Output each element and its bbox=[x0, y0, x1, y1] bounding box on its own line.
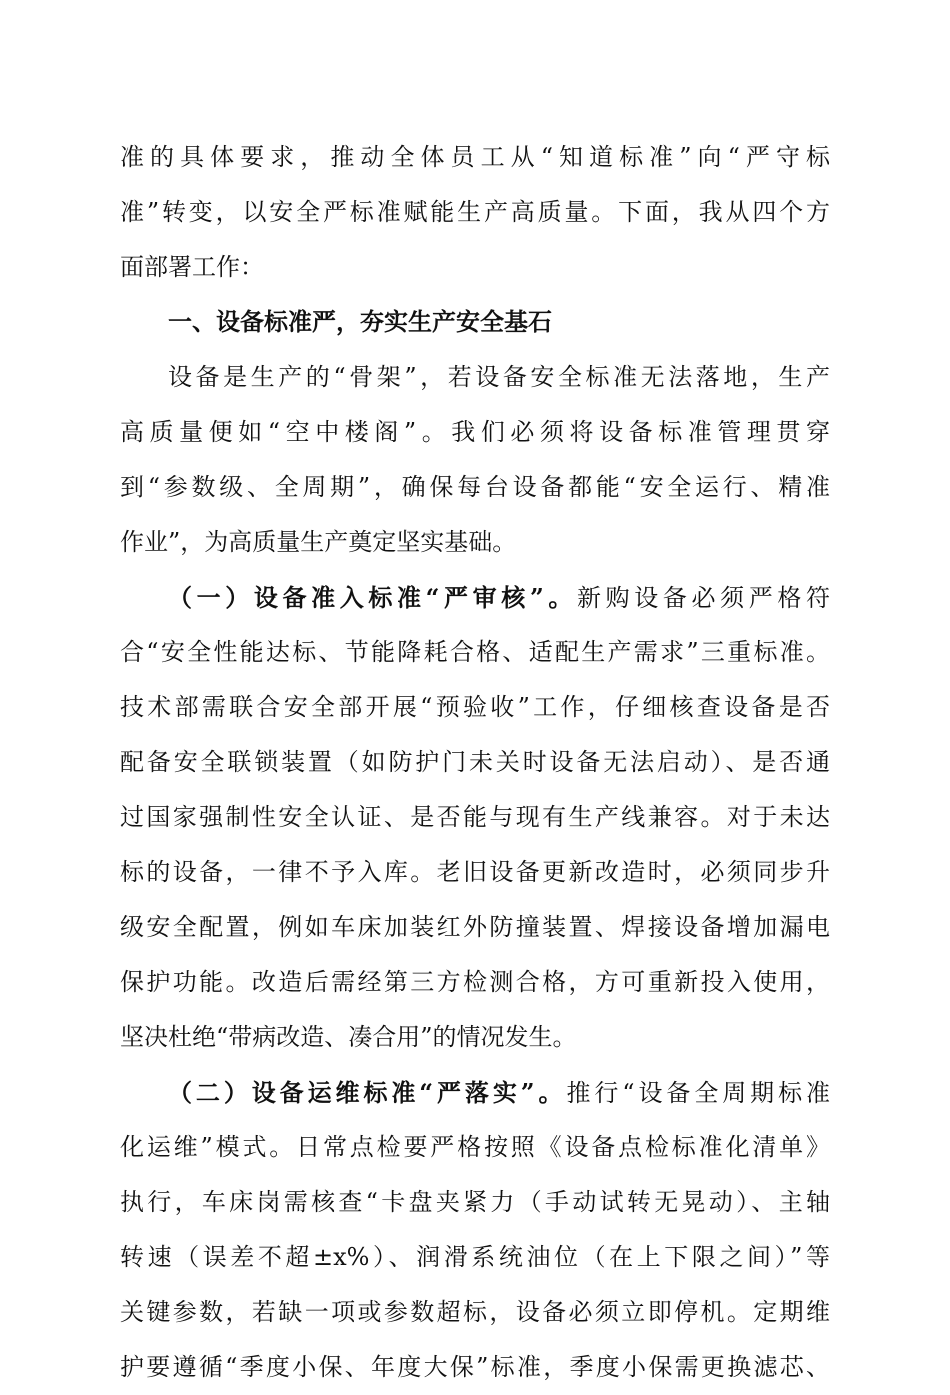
subsection-heading: （一）设备准入标准“严审核”。 bbox=[168, 583, 577, 612]
subsection-line bbox=[120, 570, 830, 625]
paragraph-line: 作业”，为高质量生产奠定坚实基础。 bbox=[120, 528, 517, 556]
paragraph-line: 执行，车床岗需核查“卡盘夹紧力（手动试转无晃动）、主轴 bbox=[120, 1188, 830, 1216]
paragraph-line: 级安全配置，例如车床加装红外防撞装置、焊接设备增加漏电 bbox=[120, 913, 830, 941]
body-text bbox=[120, 130, 830, 1395]
paragraph-line: 坚决杜绝“带病改造、凑合用”的情况发生。 bbox=[120, 1023, 577, 1051]
paragraph-line: 面部署工作： bbox=[120, 253, 264, 281]
paragraph-line: 高质量便如“空中楼阁”。我们必须将设备标准管理贯穿 bbox=[120, 418, 830, 446]
paragraph-line: 到“参数级、全周期”，确保每台设备都能“安全运行、精准 bbox=[120, 473, 830, 501]
paragraph-line: 配备安全联锁装置（如防护门未关时设备无法启动）、是否通 bbox=[120, 748, 830, 776]
paragraph-text: 新购设备必须严格符 bbox=[577, 584, 831, 612]
paragraph-line: 转速（误差不超±x%）、润滑系统油位（在上下限之间）”等 bbox=[120, 1243, 830, 1271]
subsection-heading: （二）设备运维标准“严落实”。 bbox=[168, 1078, 567, 1107]
paragraph-line: 合“安全性能达标、节能降耗合格、适配生产需求”三重标准。 bbox=[120, 638, 830, 666]
paragraph-line: 关键参数，若缺一项或参数超标，设备必须立即停机。定期维 bbox=[120, 1298, 830, 1326]
section-heading: 一、设备标准严，夯实生产安全基石 bbox=[168, 308, 552, 336]
paragraph-line: 护要遵循“季度小保、年度大保”标准，季度小保需更换滤芯、 bbox=[120, 1353, 830, 1381]
subsection-line bbox=[120, 1065, 830, 1120]
paragraph-line: 标的设备，一律不予入库。老旧设备更新改造时，必须同步升 bbox=[120, 858, 830, 886]
paragraph-text: 推行“设备全周期标准 bbox=[566, 1079, 830, 1107]
paragraph-line: 设备是生产的“骨架”，若设备安全标准无法落地，生产 bbox=[168, 363, 830, 391]
paragraph-line: 化运维”模式。日常点检要严格按照《设备点检标准化清单》 bbox=[120, 1133, 830, 1161]
paragraph-line: 保护功能。改造后需经第三方检测合格，方可重新投入使用， bbox=[120, 968, 830, 996]
paragraph-line: 技术部需联合安全部开展“预验收”工作，仔细核查设备是否 bbox=[120, 693, 830, 721]
paragraph-line: 过国家强制性安全认证、是否能与现有生产线兼容。对于未达 bbox=[120, 803, 830, 831]
paragraph-line: 准”转变，以安全严标准赋能生产高质量。下面，我从四个方 bbox=[120, 198, 830, 226]
paragraph-line: 准的具体要求，推动全体员工从“知道标准”向“严守标 bbox=[120, 143, 830, 171]
